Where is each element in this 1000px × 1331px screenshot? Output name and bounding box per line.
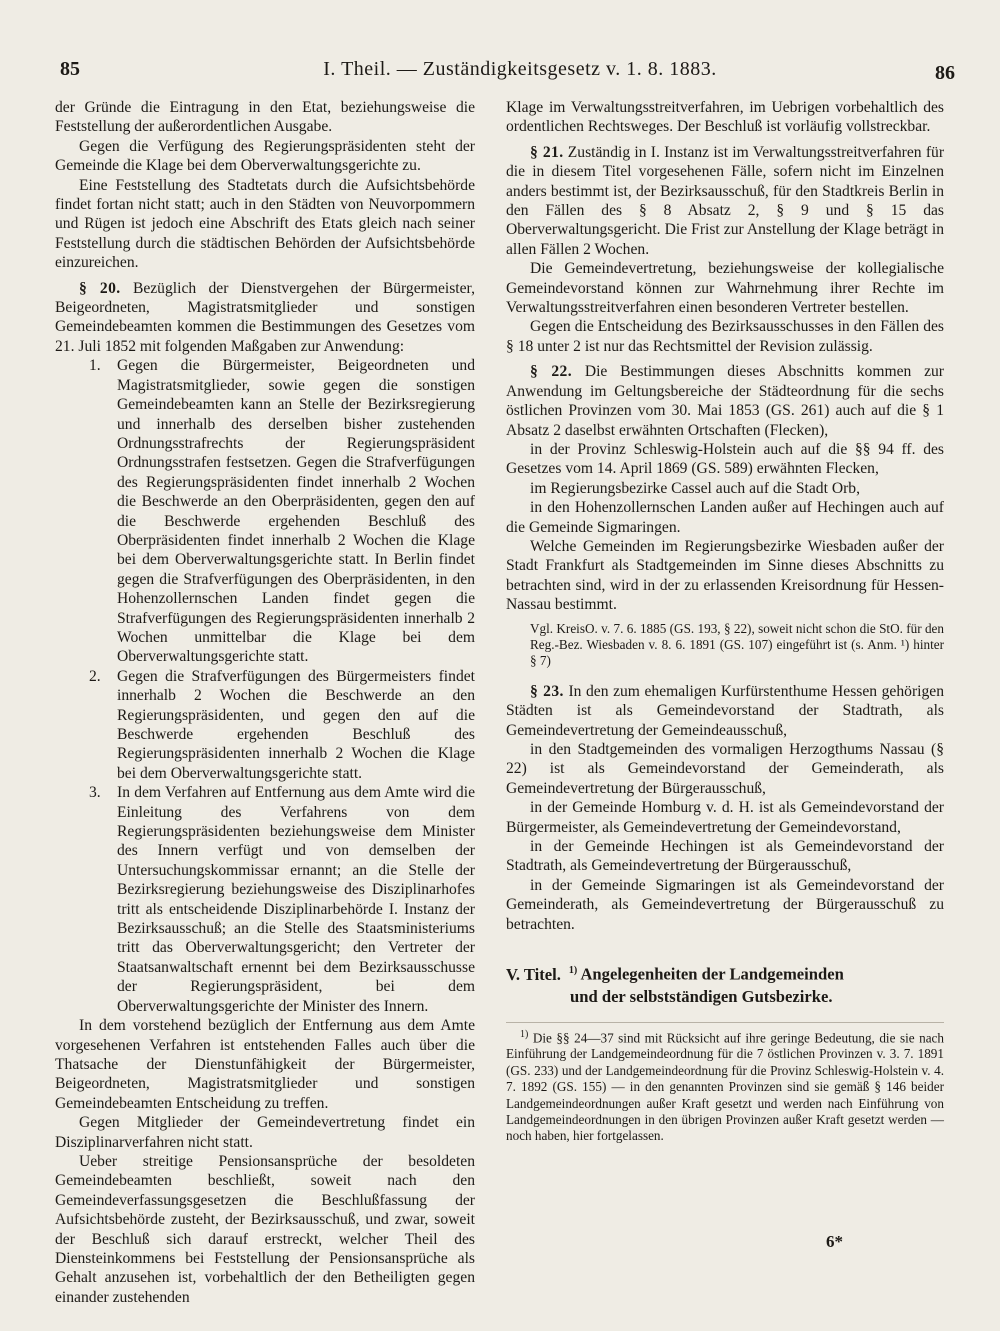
page-header (60, 58, 955, 88)
paragraph: In dem vorstehend bezüglich der Entfernung aus dem Amte vorgesehenen Verfahren ist entstehenden Falles auch über die Thatsache der Dienstunfähigkeit der Bürgermeister, Beigeordneten, Magistratsmitglieder und sonstigen Gemeindebeamten Entscheidung zu treffen. (55, 1017, 475, 1112)
paragraph: in den Hohenzollernschen Landen außer auf Hechingen auch auf die Gemeinde Sigmaringen. (506, 499, 944, 536)
title-number: V. Titel. (506, 964, 561, 984)
section-number: § 20. (79, 279, 121, 297)
section-number: § 22. (530, 363, 573, 381)
title-line-2: und der selbstständigen Gutsbezirke. (570, 986, 833, 1006)
paragraph: Gegen die Entscheidung des Bezirksausschusses in den Fällen des § 18 unter 2 ist nur das Rechtsmittel der Revision zulässig. (506, 318, 944, 355)
footnote (506, 1027, 944, 1145)
section-text: Die Bestimmungen dieses Abschnitts kommen zur Anwendung im Geltungsbereiche der Städteordnung für die sechs östlichen Provinzen vom 30. Mai 1853 (GS. 261) auch auf die § 1 Absatz 2 daselbst erwähnten Ortschaften (Flecken), (506, 363, 945, 439)
page-number-right: 86 (935, 62, 955, 84)
paragraph: Gegen die Verfügung des Regierungspräsidenten steht der Gemeinde die Klage bei dem Oberverwaltungsgerichte zu. (55, 137, 475, 175)
footnote-separator (506, 1022, 944, 1023)
list-item (55, 356, 475, 667)
section-21 (506, 143, 944, 259)
section-number: § 21. (530, 143, 564, 161)
list-text: Gegen die Bürgermeister, Beigeordneten und Magistratsmitglieder, sowie gegen die sonstigen Gemeindebeamten kann an Stelle der Bezirksregierung und innerhalb des derselben bisher zustehenden Ordnungsstrafrechts der Regierungspräsident Ordnungsstrafen festsetzen. Gegen die Strafverfügungen des Regierungspräsidenten findet innerhalb 2 Wochen die Beschwerde an den Oberpräsidenten, gegen den auf die Beschwerde ergehenden Beschluß des Oberpräsidenten findet innerhalb 2 Wochen die Klage bei dem Oberverwaltungsgerichte statt. In Berlin findet gegen die Strafverfügungen des Oberpräsidenten, in den Hohenzollernschen Landen findet gegen die Strafverfügungen des Regierungspräsidenten innerhalb 2 Wochen unmittelbar die Klage bei dem Oberverwaltungsgerichte statt. (117, 357, 475, 666)
footnote-text: Die §§ 24—37 sind mit Rücksicht auf ihre geringe Bedeutung, die sie nach Einführung der Landgemeindeordnung für die 7 östlichen Provinzen v. 3. 7. 1891 (GS. 233) und der Landgemeindeordnung für die Provinz Schleswig-Holstein v. 4. 7. 1892 (GS. 155) — in den genannten Provinzen sind sie gemäß § 146 beider Landgemeindeordnungen außer Kraft gesetzt und werden nach Einführung von Landgemeindeordnungen in den übrigen Provinzen außer Kraft gesetzt werden — noch haben, hier fortgelassen. (506, 1029, 945, 1144)
section-text: Bezüglich der Dienstvergehen der Bürgermeister, Beigeordneten, Magistratsmitglieder und sonstigen Gemeindebeamten kommen die Bestimmungen des Gesetzes vom 21. Juli 1852 mit folgenden Maßgaben zur Anwendung: (55, 279, 476, 355)
list-number: 1. (89, 357, 101, 375)
paragraph: der Gründe die Eintragung in den Etat, beziehungsweise die Feststellung der außerordentlichen Ausgabe. (55, 99, 475, 136)
signature-mark: 6* (826, 1232, 843, 1251)
list-text: In dem Verfahren auf Entfernung aus dem Amte wird die Einleitung des Verfahrens von dem Regierungspräsidenten beziehungsweise dem Minister des Innern verfügt und von demselben der Untersuchungskommissar ernannt; an die Stelle der Bezirksregierung beziehungsweise des Disziplinarhofes tritt als entscheidende Disziplinarbehörde I. Instanz der Bezirksausschuß; an die Stelle des Staatsministeriums tritt das Oberverwaltungsgericht; den Vertreter der Staatsanwaltschaft ernennt bei dem Bezirksausschusse der Regierungspräsident, bei dem Oberverwaltungsgerichte der Minister des Innern. (117, 784, 475, 1015)
paragraph: Gegen Mitglieder der Gemeindevertretung findet ein Disziplinarverfahren nicht statt. (55, 1114, 475, 1151)
paragraph: in der Gemeinde Hechingen ist als Gemeindevorstand der Stadtrath, als Gemeindevertretung der Bürgerausschuß, (506, 838, 944, 875)
right-column (506, 98, 944, 1145)
paragraph: in der Gemeinde Homburg v. d. H. ist als Gemeindevorstand der Bürgermeister, als Gemeindevertretung der Gemeindevorstand, (506, 799, 944, 836)
section-text: In den zum ehemaligen Kurfürstenthume Hessen gehörigen Städten ist als Gemeindevorstand der Stadtrath, als Gemeindevertretung der Gemeindeausschuß, (506, 682, 944, 739)
section-20 (55, 279, 475, 357)
paragraph: Klage im Verwaltungsstreitverfahren, im Uebrigen vorbehaltlich des ordentlichen Rechtsweges. Der Beschluß ist vorläufig vollstreckbar. (506, 99, 944, 136)
section-number: § 23. (530, 682, 564, 700)
left-column (55, 98, 475, 1307)
title-heading (506, 960, 944, 1008)
numbered-list (55, 356, 475, 1016)
paragraph: in der Gemeinde Sigmaringen ist als Gemeindevorstand der Gemeinderath, als Gemeindevertretung der Bürgerausschuß zu betrachten. (506, 876, 944, 933)
title-line-1: Angelegenheiten der Landgemeinden (580, 964, 844, 984)
paragraph: in der Provinz Schleswig-Holstein auch auf die §§ 94 ff. des Gesetzes vom 14. April 1869 (GS. 589) erwähnten Flecken, (506, 440, 944, 478)
page-number-left: 85 (60, 58, 80, 80)
section-text: Zuständig in I. Instanz ist im Verwaltungsstreitverfahren für die in diesem Titel vorgesehenen Fälle, sofern nicht im Einzelnen anders bestimmt ist, der Bezirksausschuß, für den Stadtkreis Berlin in den Fällen des § 8 Absatz 2, § 9 und § 15 das Oberverwaltungsgericht. Die Frist zur Anstellung der Klage beträgt in allen Fällen 2 Wochen. (506, 143, 945, 258)
list-item (55, 667, 475, 783)
running-title: I. Theil. — Zuständigkeitsgesetz v. 1. 8. 1883. (323, 58, 717, 80)
section-22 (506, 362, 944, 440)
list-number: 3. (89, 784, 101, 802)
note: Vgl. KreisO. v. 7. 6. 1885 (GS. 193, § 22), soweit nicht schon die StO. für den Reg.-Bez. Wiesbaden v. 8. 6. 1891 (GS. 107) eingeführt ist (s. Anm. ¹) hinter § 7) (530, 620, 944, 669)
section-23 (506, 682, 944, 740)
title-footnote-mark: 1) (568, 965, 578, 977)
footnote-mark: 1) (520, 1028, 529, 1040)
paragraph: Eine Feststellung des Stadtetats durch die Aufsichtsbehörde findet fortan nicht statt; auch in den Städten von Neuvorpommern und Rügen ist jedoch eine Abschrift des Etats gleich nach seiner Feststellung durch die städtischen Behörden der Aufsichtsbehörde einzureichen. (55, 176, 475, 272)
list-item (55, 783, 475, 1016)
paragraph: im Regierungsbezirke Cassel auch auf die Stadt Orb, (530, 479, 860, 497)
paragraph: Ueber streitige Pensionsansprüche der besoldeten Gemeindebeamten beschließt, soweit nach den Gemeindeverfassungsgesetzen die Beschlußfassung der Aufsichtsbehörde zusteht, der Bezirksausschuß, und zwar, soweit der Beschluß sich darauf erstreckt, welcher Theil des Diensteinkommens bei Feststellung der Pensionsansprüche als Gehalt anzusehen ist, vorbehaltlich der den Betheiligten gegen einander zustehenden (55, 1152, 475, 1306)
list-number: 2. (89, 667, 101, 685)
paragraph: in den Stadtgemeinden des vormaligen Herzogthums Nassau (§ 22) ist als Gemeindevorstand der Gemeinderath, als Gemeindevertretung der Bürgerausschuß, (506, 741, 944, 797)
list-text: Gegen die Strafverfügungen des Bürgermeisters findet innerhalb 2 Wochen die Beschwerde an den Regierungspräsidenten, und gegen den auf die Beschwerde ergehenden Beschluß des Regierungspräsidenten innerhalb 2 Wochen die Klage bei dem Oberverwaltungsgerichte statt. (117, 667, 475, 782)
paragraph: Welche Gemeinden im Regierungsbezirke Wiesbaden außer der Stadt Frankfurt als Stadtgemeinden im Sinne dieses Abschnitts zu betrachten sind, wird in der zu erlassenden Kreisordnung für Hessen-Nassau bestimmt. (506, 537, 944, 614)
paragraph: Die Gemeindevertretung, beziehungsweise der kollegialische Gemeindevorstand können zur Wahrnehmung ihrer Rechte im Verwaltungsstreitverfahren einen besonderen Vertreter bestellen. (506, 260, 944, 317)
